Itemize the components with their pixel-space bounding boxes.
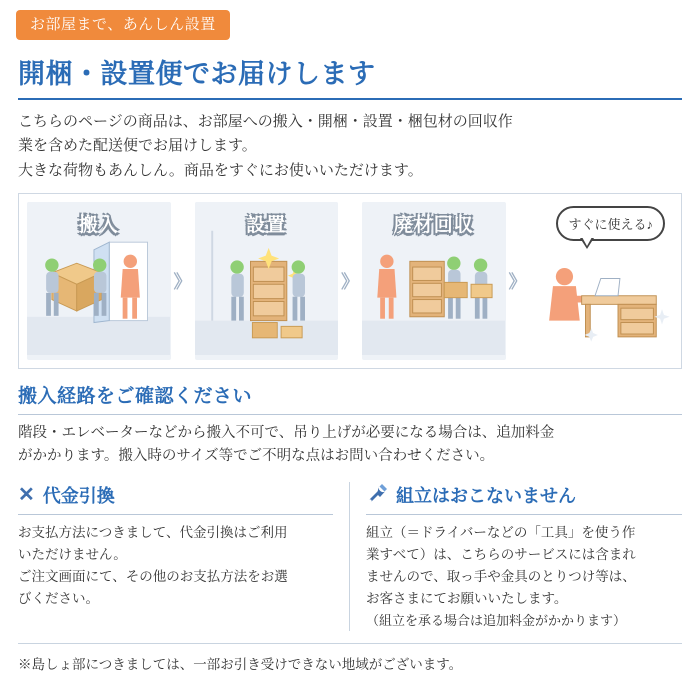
page-title: 開梱・設置便でお届けします [18, 59, 376, 89]
service-flow-panel [18, 193, 682, 369]
title-divider [18, 98, 682, 100]
notes-column-cod [18, 482, 350, 630]
cod-line-3: ご注文画面にて、その他のお支払方法をお選 [18, 568, 288, 584]
flow-arrow-3: 》 [508, 271, 527, 292]
route-section-divider [18, 414, 682, 415]
lead-line-2: 業を含めた配送便でお届けします。 [18, 137, 257, 155]
flow-step-carry-in [27, 202, 171, 360]
route-line-1: 階段・エレベーターなどから搬入不可で、吊り上げが必要になる場合は、追加料金 [18, 424, 555, 441]
flow-step-label: 設置 [246, 214, 287, 236]
assembly-line-3: ませんので、取っ手や金具のとりつけ等は、 [366, 568, 636, 584]
lead-paragraph [18, 110, 682, 183]
x-mark-icon: ✕ [18, 484, 35, 507]
flow-arrow-2: 》 [341, 271, 359, 292]
assembly-line-5: （組立を承る場合は追加料金がかかります） [366, 612, 627, 628]
footer-divider [18, 643, 682, 644]
cod-divider [18, 514, 333, 515]
route-line-2: がかかります。搬入時のサイズ等でご不明な点はお問い合わせください。 [18, 448, 495, 465]
flow-step-setup [195, 202, 339, 360]
assembly-line-1: 組立（＝ドライバーなどの「工具」を使う作 [366, 525, 636, 541]
footer-note: ※島しょ部につきましては、一部お引き受けできない地域がございます。 [18, 656, 463, 672]
assembly-divider [366, 514, 682, 515]
flow-step-waste-collection [362, 202, 506, 360]
notes-columns [18, 482, 682, 630]
cod-title: 代金引換 [42, 486, 115, 507]
assembly-title: 組立はおこないません [396, 486, 576, 507]
route-section-body [18, 422, 682, 468]
ribbon-tag: お部屋まで、あんしん設置 [16, 10, 230, 40]
flow-step-ready-to-use [530, 202, 674, 360]
cod-heading [18, 482, 333, 508]
route-section-title: 搬入経路をご確認ください [18, 385, 253, 407]
assembly-body [366, 522, 682, 630]
cod-line-1: お支払方法につきまして、代金引換はご利用 [18, 525, 288, 541]
notes-column-assembly [350, 482, 682, 630]
cod-line-2: いただけません。 [18, 547, 127, 563]
wrench-screwdriver-icon [366, 483, 388, 508]
assembly-line-2: 業すべて）は、こちらのサービスには含まれ [366, 547, 636, 563]
cod-line-4: びください。 [18, 590, 99, 606]
lead-line-3: 大きな荷物もあんしん。商品をすぐにお使いいただけます。 [18, 161, 423, 179]
assembly-heading [366, 482, 682, 508]
flow-step-label: 廃材回収 [393, 214, 474, 236]
flow-step-label: 搬入 [78, 214, 119, 236]
cod-body [18, 522, 333, 609]
speech-bubble: すぐに使える♪ [556, 206, 665, 241]
lead-line-1: こちらのページの商品は、お部屋への搬入・開梱・設置・梱包材の回収作 [18, 113, 513, 130]
assembly-line-4: お客さまにてお願いいたします。 [366, 590, 568, 606]
flow-arrow-1: 》 [173, 271, 192, 292]
